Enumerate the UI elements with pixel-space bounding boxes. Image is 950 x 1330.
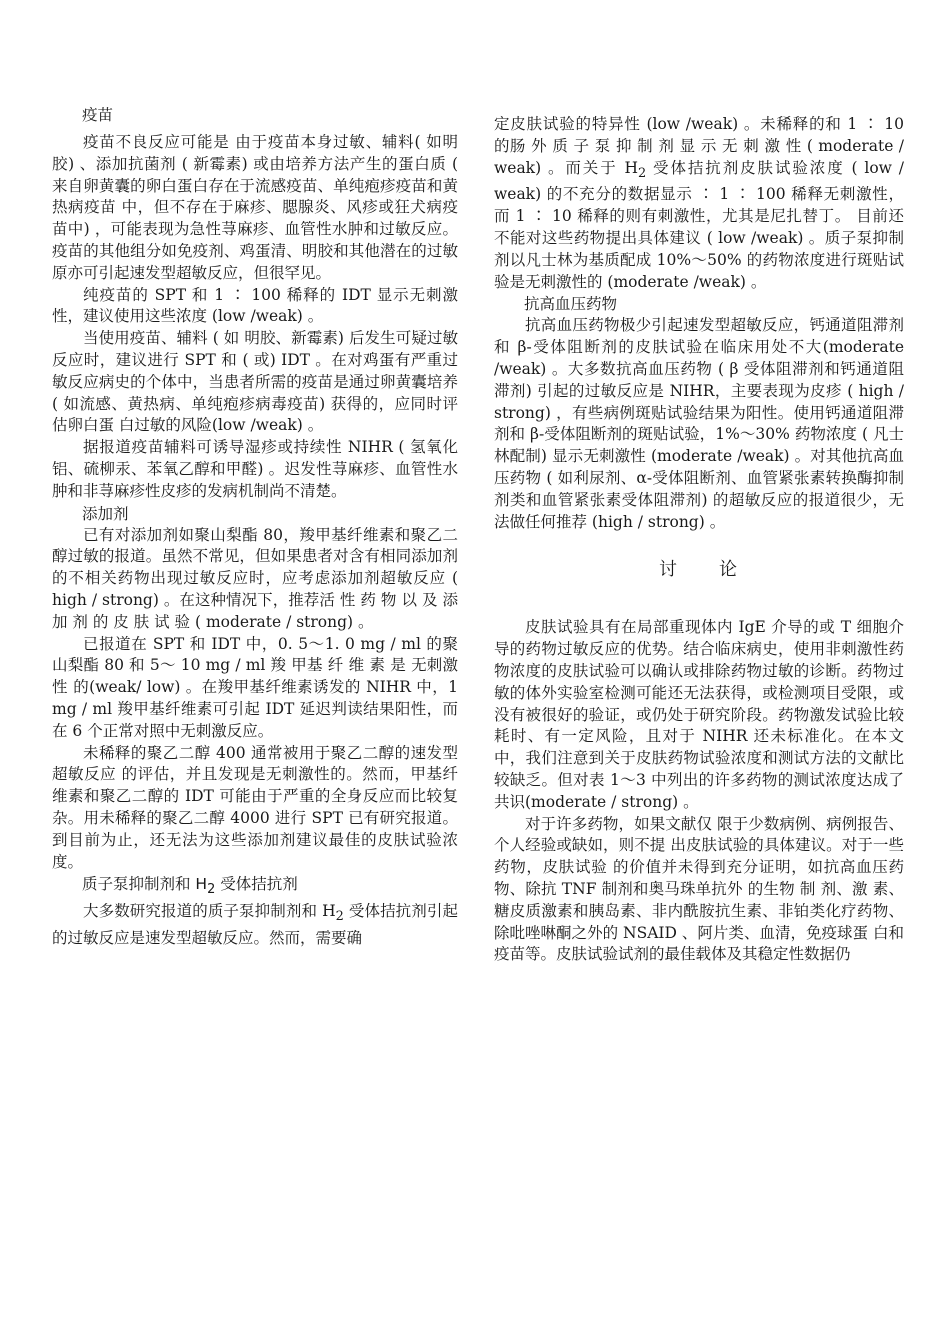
paragraph: 未稀释的聚乙二醇 400 通常被用于聚乙二醇的速发型超敏反应 的评估，并且发现是无刺激性的。然而，甲基纤维素和聚乙二醇的 IDT 可能由于严重的全身反应而比较复杂。用未稀释的聚乙二醇 4000 进行 SPT 已有研究报道。到目前为止，还无法为这些添加剂建议最佳的皮肤试验浓度。 [52, 743, 458, 871]
paragraph: 皮肤试验具有在局部重现体内 IgE 介导的或 T 细胞介导的药物过敏反应的优势。结合临床病史，使用非刺激性药物浓度的皮肤试验可以确认或排除药物过敏的诊断。药物过敏的体外实验室检测可能还无法获得，或检测项目受限，或没有被很好的验证，或仍处于研究阶段。药物激发试验比较耗时、有一定风险，且对于 NIHR 还未标准化。在本文中，我们注意到关于皮肤药物试验浓度和测试方法的文献比较缺乏。但对表 1～3 中列出的许多药物的测试浓度达成了共识(moderate / strong) 。 [494, 618, 904, 811]
section-heading-additive: 添加剂 [82, 504, 129, 523]
left-column [52, 104, 458, 950]
right-column [494, 114, 904, 966]
text-run: 大多数研究报道的质子泵抑制剂和 H [83, 902, 336, 921]
paragraph: 抗高血压药物极少引起速发型超敏反应，钙通道阻滞剂和 β-受体阻断剂的皮肤试验在临床用处不大(moderate /weak) 。大多数抗高血压药物 ( β 受体阻滞剂和钙通道阻滞剂) 引起的过敏反应是 NIHR，主要表现为皮疹 ( high / strong) ，有些病例斑贴试验结果为阳性。使用钙通道阻滞剂和 β-受体阻断剂的斑贴试验，1%～30% 药物浓度 ( 凡士林配制) 显示无刺激性 (moderate /weak) 。对其他抗高血压药物 ( 如利尿剂、α-受体阻断剂、血管紧张素转换酶抑制剂类和血管紧张素受体阻滞剂) 的超敏反应的报道很少，无法做任何推荐 (high / strong) 。 [494, 316, 904, 531]
paragraph [494, 114, 904, 293]
paragraph: 对于许多药物，如果文献仅 限于少数病例、病例报告、个人经验或缺如，则不提 出皮肤试验的具体建议。对于一些药物，皮肤试验 的价值并未得到充分证明，如抗高血压药物、除抗 TNF 制剂和奥马珠单抗外 的生物 制 剂、激 素、糖皮质激素和胰岛素、非内酰胺抗生素、非铂类化疗药物、 除吡唑啉酮之外的 NSAID 、阿片类、血清，免疫球蛋 白和疫苗等。皮肤试验试剂的最佳载体及其稳定性数据仍 [494, 814, 904, 964]
text-run: 受体拮抗剂皮肤试验浓度 ( low / weak) 的不充分的数据显示 ∶ 1 ∶ 100 稀释无刺激性，而 1 ∶ 10 稀释的则有刺激性，尤其是尼扎替丁。 目前还不能对这些药物提出具体建议 ( low /weak) 。质子泵抑制剂以凡士林为基质配成 10%～50% 的药物浓度进行斑贴试验是无刺激性的 (moderate /weak) 。 [494, 158, 904, 291]
paragraph: 纯疫苗的 SPT 和 1 ∶ 100 稀释的 IDT 显示无刺激性，建议使用这些浓度 (low /weak) 。 [52, 285, 458, 326]
paragraph [52, 901, 458, 950]
discussion-heading: 讨 论 [659, 559, 739, 581]
paragraph: 已报道在 SPT 和 IDT 中，0. 5～1. 0 mg / ml 的聚山梨酯 80 和 5～ 10 mg / ml 羧 甲基 纤 维 素 是 无刺激 性 的(weak/ low) 。在羧甲基纤维素诱发的 NIHR 中，1 mg / ml 羧甲基纤维素可引起 IDT 延迟判读结果阳性，而在 6 个正常对照中无刺激反应。 [52, 634, 458, 740]
paragraph: 当使用疫苗、辅料 ( 如 明胶、新霉素) 后发生可疑过敏反应时，建议进行 SPT 和 ( 或) IDT 。在对鸡蛋有严重过敏反应病史的个体中，当患者所需的疫苗是通过卵黄囊培养 ( 如流感、黄热病、单纯疱疹病毒疫苗) 获得的，应同时评估卵白蛋 白过敏的风险(low /weak) 。 [52, 329, 458, 435]
paragraph: 据报道疫苗辅料可诱导湿疹或持续性 NIHR ( 氢氧化铝、硫柳汞、苯氧乙醇和甲醛) 。迟发性荨麻疹、血管性水肿和非荨麻疹性皮疹的发病机制尚不清楚。 [52, 438, 458, 500]
subscript: 2 [335, 909, 344, 925]
section-heading-ppi [52, 873, 458, 901]
section-heading-antihypertensive: 抗高血压药物 [524, 295, 618, 314]
subscript: 2 [207, 882, 216, 898]
text-run: 受体拮抗剂引起的过敏反应是速发型超敏反应。然而，需要确 [52, 902, 458, 948]
paragraph: 疫苗不良反应可能是 由于疫苗本身过敏、辅料( 如明胶) 、添加抗菌剂 ( 新霉素) 或由培养方法产生的蛋白质 ( 来自卵黄囊的卵白蛋白存在于流感疫苗、单纯疱疹疫苗和黄热病疫苗 中，但不存在于麻疹、腮腺炎、风疹或狂犬病疫苗中) ，可能表现为急性荨麻疹、血管性水肿和过敏反应。疫苗的其他组分如免疫剂、鸡蛋清、明胶和其他潜在的过敏原亦可引起速发型超敏反应，但很罕见。 [52, 133, 458, 282]
heading-text: 质子泵抑制剂和 H [82, 875, 208, 894]
paragraph: 已有对添加剂如聚山梨酯 80，羧甲基纤维素和聚乙二醇过敏的报道。虽然不常见，但如果患者对含有相同添加剂的不相关药物出现过敏反应时，应考虑添加剂超敏反应 ( high / strong) 。在这种情况下，推荐活 性 药 物 以 及 添 加 剂 的 皮 肤 试 验 ( moderate / strong) 。 [52, 525, 458, 631]
text-run: 定皮肤试验的特异性 (low /weak) 。未稀释的和 1 ∶ 10 的肠 外 质 子 泵 抑 制 剂 显 示 无 刺 激 性 ( moderate / weak) 。而关于 H [494, 115, 904, 177]
subscript: 2 [638, 165, 647, 181]
section-heading-vaccine: 疫苗 [82, 106, 114, 124]
heading-text: 受体拮抗剂 [215, 875, 298, 894]
